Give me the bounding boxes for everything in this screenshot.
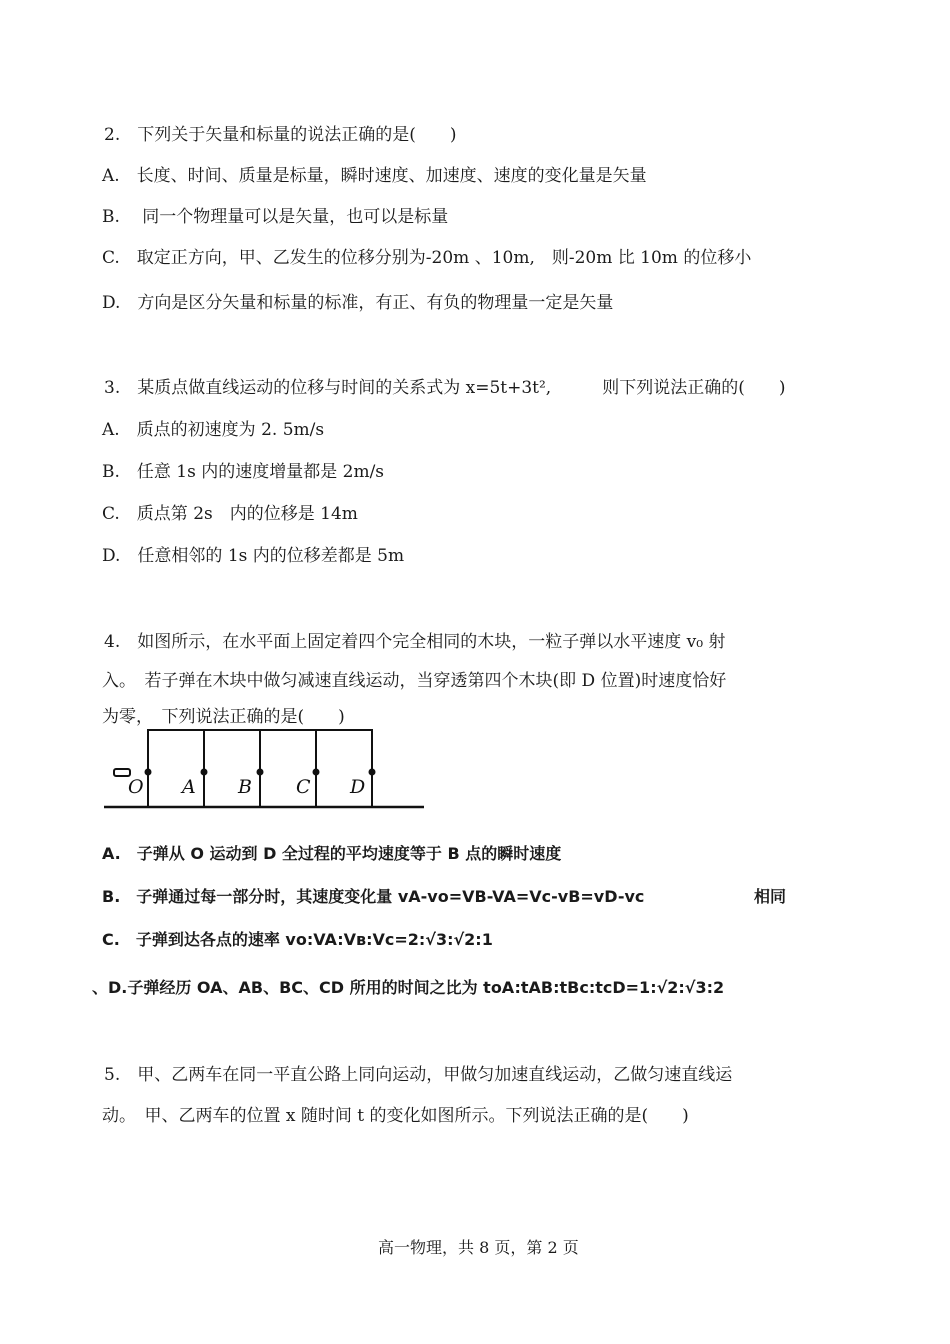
q5-stem-line-2: 动。 甲、乙两车的位置 x 随时间 t 的变化如图所示。下列说法正确的是( ): [102, 1106, 689, 1126]
bullet: [114, 769, 130, 776]
q3-option-b: B. 任意 1s 内的速度增量都是 2m/s: [102, 462, 385, 482]
q3-option-d: D. 任意相邻的 1s 内的位移差都是 5m: [102, 546, 405, 566]
q3-option-c: C. 质点第 2s 内的位移是 14m: [102, 504, 358, 524]
point-d-dot: [369, 769, 376, 776]
label-d: D: [350, 776, 366, 798]
page-footer: 高一物理，共 8 页，第 2 页: [378, 1238, 579, 1257]
q4-option-c: C. 子弹到达各点的速率 vo:VA:Vʙ:Vc=2:√3:√2:1: [102, 930, 493, 949]
wood-blocks-figure: [104, 727, 434, 813]
label-b: B: [238, 776, 252, 798]
q4-option-b: B. 子弹通过每一部分时，其速度变化量 vA-vo=VB-VA=Vc-vB=vD-vc: [102, 887, 645, 906]
point-b-dot: [257, 769, 264, 776]
q4-option-a: A. 子弹从 O 运动到 D 全过程的平均速度等于 B 点的瞬时速度: [102, 844, 562, 863]
q2-option-b: B. 同一个物理量可以是矢量，也可以是标量: [102, 207, 449, 227]
label-o: O: [128, 776, 144, 798]
q3-stem: 3. 某质点做直线运动的位移与时间的关系式为 x=5t+3t², 则下列说法正确的( ): [104, 378, 786, 398]
q4-stem-line-3: 为零， 下列说法正确的是( ): [102, 707, 345, 727]
point-c-dot: [313, 769, 320, 776]
label-a: A: [182, 776, 196, 798]
q2-stem: 2. 下列关于矢量和标量的说法正确的是( ): [104, 125, 457, 145]
label-c: C: [296, 776, 311, 798]
point-a-dot: [201, 769, 208, 776]
q4-option-b-tail: 相同: [754, 887, 787, 906]
q4-option-d: 、D.子弹经历 OA、AB、BC、CD 所用的时间之比为 toA:tAB:tBc:tcD=1:√2:√3:2: [92, 978, 725, 997]
q2-option-d: D. 方向是区分矢量和标量的标准，有正、有负的物理量一定是矢量: [102, 293, 614, 313]
q2-option-c: C. 取定正方向，甲、乙发生的位移分别为-20m 、10m, 则-20m 比 10m 的位移小: [102, 248, 752, 268]
q3-option-a: A. 质点的初速度为 2. 5m/s: [102, 420, 325, 440]
q4-stem-line-1: 4. 如图所示，在水平面上固定着四个完全相同的木块，一粒子弹以水平速度 v₀ 射: [104, 632, 726, 652]
q4-stem-line-2: 入。 若子弹在木块中做匀减速直线运动，当穿透第四个木块(即 D 位置)时速度恰好: [102, 671, 727, 691]
point-o-dot: [145, 769, 152, 776]
q5-stem-line-1: 5. 甲、乙两车在同一平直公路上同向运动，甲做匀加速直线运动，乙做匀速直线运: [104, 1065, 733, 1085]
q2-option-a: A. 长度、时间、质量是标量，瞬时速度、加速度、速度的变化量是矢量: [102, 166, 647, 186]
